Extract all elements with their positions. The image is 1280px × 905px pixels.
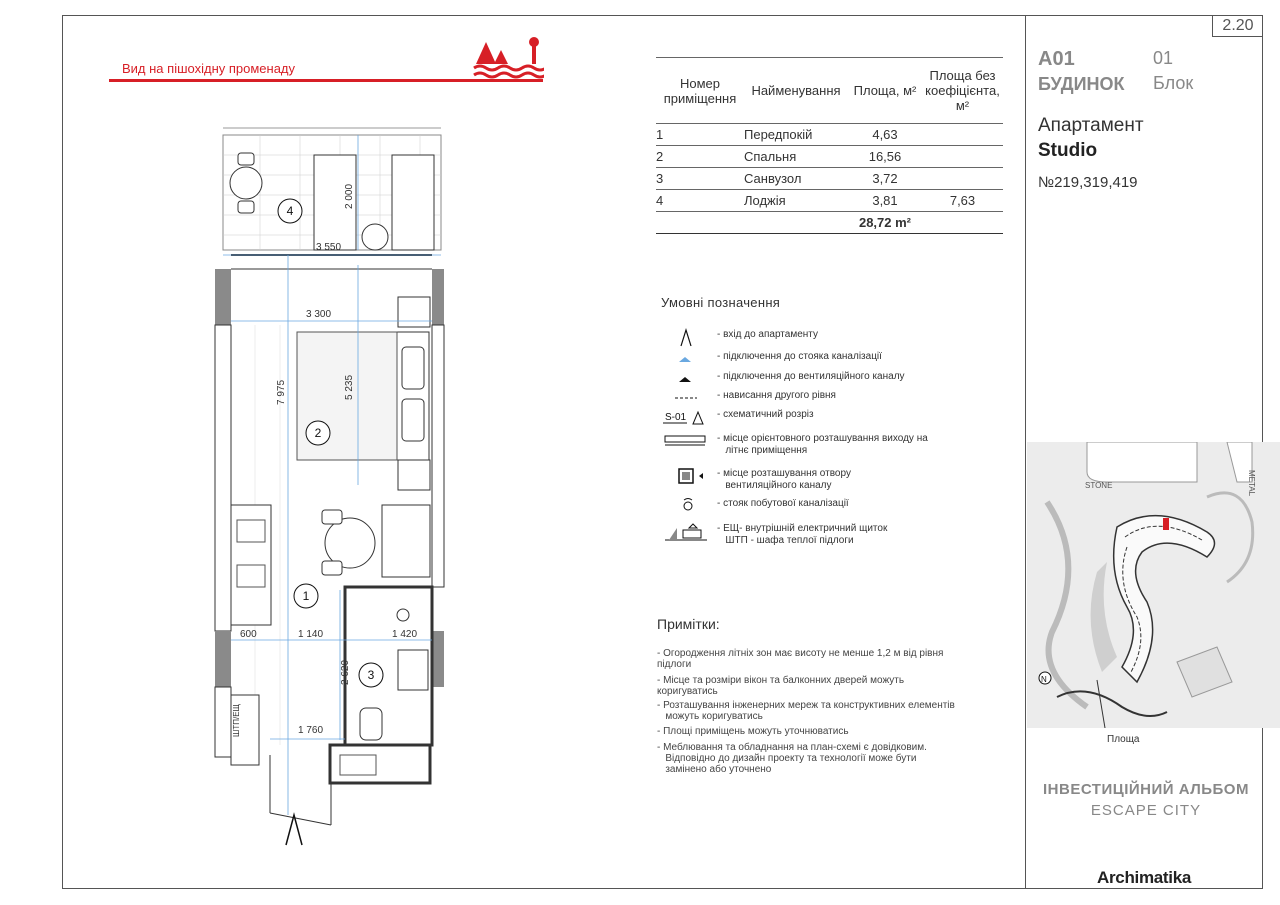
sea-view-icon <box>472 34 544 80</box>
legend-title: Умовні позначення <box>661 295 781 310</box>
room-table <box>656 57 1003 234</box>
note-item: - Розташування інженерних мереж та конструктивних елементів можуть коригуватись <box>657 700 955 722</box>
cell-area-raw <box>922 146 1003 168</box>
legend-item: S-01 - схематичний розріз <box>663 406 983 428</box>
note-item: - Площі приміщень можуть уточнюватись <box>657 726 849 737</box>
block-label: Блок <box>1153 73 1194 93</box>
entrance-arrow-icon <box>286 815 302 845</box>
room-number: 1 <box>302 589 310 603</box>
note-item: - Меблювання та обладнання на план-схемі є довідковим. Відповідно до дизайн проекту та технології може бути замінено або уточнено <box>657 742 927 775</box>
cell-name: Спальня <box>744 149 797 164</box>
apartment-numbers: №219,319,419 <box>1038 174 1138 191</box>
site-label: METAL <box>1247 470 1256 497</box>
legend-item: - місце орієнтовного розташування виходу на літнє приміщення <box>663 430 983 452</box>
sewer-riser-icon <box>663 495 711 517</box>
cell-number: 2 <box>656 149 664 164</box>
table-total-row <box>656 212 1003 234</box>
legend-item: - ЕЩ- внутрішній електричний щиток ШТП - шафа теплої підлоги <box>663 520 983 542</box>
table-row <box>656 124 1003 146</box>
album-title: ІНВЕСТИЦІЙНИЙ АЛЬБОМ <box>1043 781 1249 798</box>
cell-area: 16,56 <box>868 149 902 164</box>
svg-text:S-01: S-01 <box>665 412 687 423</box>
summer-exit-icon <box>663 430 711 452</box>
table-row <box>656 190 1003 212</box>
brand-logo: Archimatika <box>1097 868 1192 887</box>
album-subtitle: ESCAPE CITY <box>1090 802 1202 819</box>
panel-label: ШТП/ЕЩ <box>232 703 241 737</box>
plan-dim: 2 000 <box>344 183 355 209</box>
plan-dim: 3 300 <box>306 309 332 320</box>
plan-dim: 1 420 <box>392 629 418 640</box>
room-number: 4 <box>286 204 294 218</box>
plan-dim: 1 760 <box>298 725 324 736</box>
plan-dim: 2 620 <box>340 659 351 685</box>
legend-item: - вхід до апартаменту <box>663 326 983 348</box>
plan-dim: 3 550 <box>316 242 342 253</box>
col-area-raw-header: Площа без коефіцієнта, м² <box>925 68 1000 113</box>
cell-name: Лоджія <box>744 193 786 208</box>
cell-area-raw <box>922 124 1003 146</box>
total-area: 28,72 m² <box>858 215 912 230</box>
view-label: Вид на пішохідну променаду <box>122 61 296 76</box>
table-row <box>656 146 1003 168</box>
electrical-panel-icon <box>663 520 711 542</box>
note-item: - Огородження літніх зон має висоту не менше 1,2 м від рівня підлоги <box>657 648 944 670</box>
sheet-number: 2.20 <box>1212 15 1263 37</box>
cell-number: 1 <box>656 127 664 142</box>
section-icon <box>663 406 711 428</box>
legend-item: - стояк побутової каналізації <box>663 495 983 517</box>
cell-number: 3 <box>656 171 664 186</box>
title-block-divider <box>1025 15 1026 889</box>
plan-dim: 600 <box>240 629 257 640</box>
plan-dim: 5 235 <box>344 374 355 400</box>
room-number: 2 <box>314 426 322 440</box>
cell-area-raw: 7,63 <box>949 193 976 208</box>
plan-dim: 1 140 <box>298 629 324 640</box>
site-label: STONE <box>1085 481 1113 490</box>
north-label: N <box>1041 675 1047 684</box>
legend-item: - підключення до вентиляційного каналу <box>663 368 983 390</box>
entrance-icon <box>663 326 711 348</box>
cell-area: 3,81 <box>872 193 898 208</box>
sewer-connection-icon <box>663 348 711 370</box>
cell-number: 4 <box>656 193 664 208</box>
room-number: 3 <box>367 668 375 682</box>
building-label: БУДИНОК <box>1038 74 1125 94</box>
cell-area-raw <box>922 168 1003 190</box>
table-row <box>656 168 1003 190</box>
site-map <box>1027 442 1280 728</box>
cell-area: 4,63 <box>872 127 898 142</box>
legend-item: - нависання другого рівня <box>663 387 983 409</box>
col-area-header: Площа, м² <box>853 83 917 98</box>
vent-opening-icon <box>663 465 711 487</box>
square-label: Площа <box>1107 734 1140 745</box>
legend-item: - підключення до стояка каналізації <box>663 348 983 370</box>
apartment-type-name: Studio <box>1038 140 1098 161</box>
notes-title: Примітки: <box>657 616 720 632</box>
apartment-code: A01 <box>1038 48 1075 70</box>
legend-item: - місце розташування отвору вентиляційного каналу <box>663 465 983 487</box>
note-item: - Місце та розміри вікон та балконних дверей можуть коригуватись <box>657 675 905 697</box>
floor-plan <box>210 125 455 850</box>
apartment-type-label: Апартамент <box>1038 115 1144 136</box>
col-number-header: Номер приміщення <box>663 75 737 106</box>
plan-dim: 7 975 <box>276 379 287 405</box>
cell-area: 3,72 <box>872 171 898 186</box>
cell-name: Передпокій <box>744 127 813 142</box>
col-name-header: Найменування <box>751 83 841 98</box>
block-number: 01 <box>1153 48 1174 68</box>
cell-name: Санвузол <box>744 171 802 186</box>
